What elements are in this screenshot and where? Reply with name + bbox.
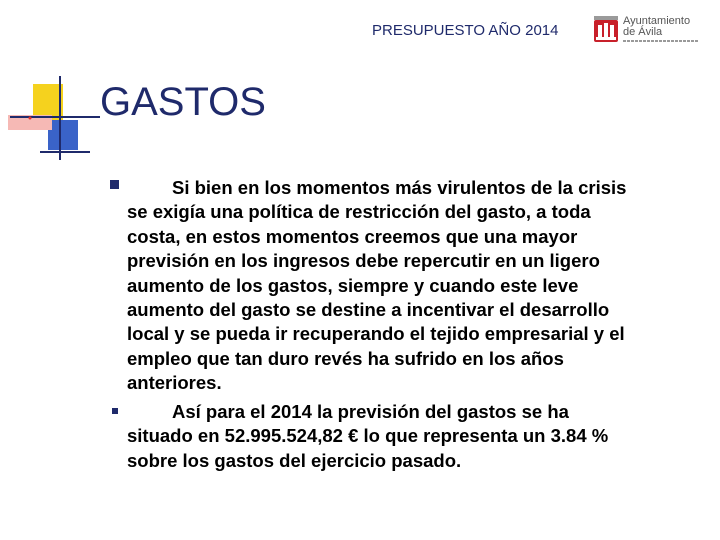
paragraph-line: local y se pueda ir recuperando el tejido empresarial y el xyxy=(127,323,625,345)
paragraph-2 xyxy=(127,400,702,473)
slide-title: GASTOS xyxy=(100,80,266,124)
bullet-2 xyxy=(112,408,118,414)
logo xyxy=(592,15,702,47)
paragraph-line: sobre los gastos del ejercicio pasado. xyxy=(127,449,462,471)
header-title: PRESUPUESTO AÑO 2014 xyxy=(372,22,559,39)
paragraph-line: previsión en los ingresos debe repercutir en un ligero xyxy=(127,250,600,272)
decorative-squares-graphic xyxy=(0,70,100,165)
paragraph-line: aumento del gasto se destine a incentivar el desarrollo xyxy=(127,299,610,321)
paragraph-line: se exigía una política de restricción del gasto, a toda xyxy=(127,201,591,223)
paragraph-line: costa, en estos momentos creemos que una mayor xyxy=(127,225,578,247)
city-crest-icon xyxy=(592,16,620,46)
logo-line1: Ayuntamiento xyxy=(623,15,691,27)
paragraph-line: aumento de los gastos, siempre y cuando este leve xyxy=(127,274,579,296)
logo-subtext-line xyxy=(623,40,698,42)
paragraph-line: Si bien en los momentos más virulentos de la crisis xyxy=(172,177,627,198)
paragraph-line: situado en 52.995.524,82 € lo que representa un 3.84 % xyxy=(127,425,609,447)
bullet-1 xyxy=(110,180,119,189)
paragraph-line: empleo que tan duro revés ha sufrido en los años xyxy=(127,347,564,369)
logo-line2: de Ávila xyxy=(623,26,663,38)
paragraph-1 xyxy=(127,176,702,396)
logo-text xyxy=(623,16,690,38)
paragraph-line: anteriores. xyxy=(127,372,222,394)
paragraph-line: Así para el 2014 la previsión del gastos se ha xyxy=(172,401,569,422)
